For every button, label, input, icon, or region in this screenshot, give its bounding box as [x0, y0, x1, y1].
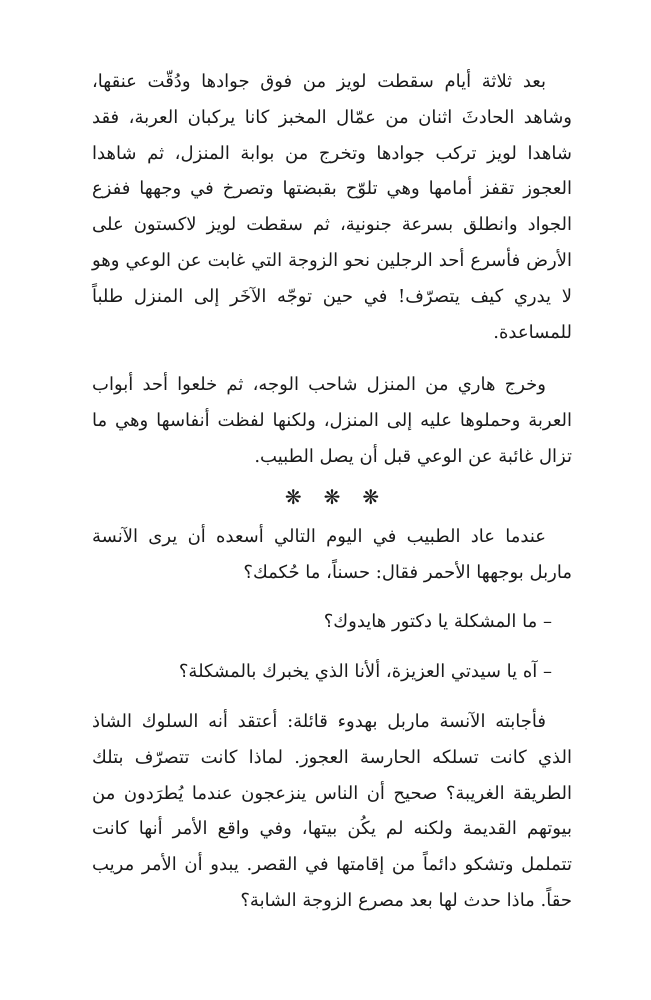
text-line: وشاهد الحادثَ اثنان من عمّال المخبز كانا يركبان العربة، فقد	[92, 106, 572, 128]
text-line: طلباً للمساعدة.	[92, 285, 572, 343]
text-line: أبواب العربة وحملوها عليه إلى المنزل، ولكنها لفظت أنفاسها	[92, 374, 572, 432]
text-line: ماربل بوجهها الأحمر فقال: حسناً، ما حُكمك؟	[243, 561, 572, 583]
text-line: العجوز تقفز أمامها وهي تلوّح بقبضتها وتصرخ في وجهها ففزع	[92, 178, 572, 200]
paragraph-1	[92, 64, 572, 350]
paragraph-gap	[92, 690, 572, 704]
text-line: الطريقة الغريبة؟ صحيح أن الناس ينزعجون عندما يُطرَدون من	[92, 782, 572, 804]
text-line: شاهدا لويز تركب جوادها وتخرج من بوابة المنزل، ثم شاهدا	[92, 142, 572, 164]
text-line: حقاً. ماذا حدث لها بعد مصرع الزوجة الشابة؟	[240, 889, 572, 911]
text-line: الذي كانت تسلكه الحارسة العجوز. لماذا كانت تتصرّف بتلك	[92, 746, 572, 768]
paragraph-4	[92, 704, 572, 919]
text-line: بيوتهم القديمة ولكنه لم يكُن بيتها، وفي واقع الأمر أنها كانت	[92, 818, 572, 840]
dialogue-line-2: – آه يا سيدتي العزيزة، ألأنا الذي يخبرك بالمشكلة؟	[178, 661, 552, 683]
paragraph-gap	[92, 590, 572, 604]
text-line: فأجابته الآنسة ماربل بهدوء قائلة: أعتقد أنه السلوك الشاذ	[92, 710, 546, 732]
text-line: وهي ما تزال غائبة عن الوعي قبل أن يصل الطبيب.	[92, 410, 572, 467]
section-separator: ❋❋❋	[284, 484, 402, 509]
text-line: بعد ثلاثة أيام سقطت لويز من فوق جوادها ودُقّت عنقها،	[92, 71, 546, 92]
paragraph-2	[92, 367, 572, 474]
paragraph-gap	[92, 350, 572, 367]
paragraph-gap	[92, 640, 572, 654]
paragraph-3	[92, 519, 572, 591]
text-line: تتململ وتشكو دائماً من إقامتها في القصر. يبدو أن الأمر مريب	[92, 854, 572, 876]
dialogue-line-1: – ما المشكلة يا دكتور هايدوك؟	[323, 611, 552, 633]
text-line: الجواد وانطلق بسرعة جنونية، ثم سقطت لويز لاكستون على	[92, 214, 572, 236]
text-line: وخرج هاري من المنزل شاحب الوجه، ثم خلعوا أحد	[142, 374, 546, 396]
text-line: الأرض فأسرع أحد الرجلين نحو الزوجة التي غابت عن الوعي	[125, 249, 572, 271]
text-line: عندما عاد الطبيب في اليوم التالي أسعده أن يرى الآنسة	[92, 525, 546, 547]
text-line: وهو لا يدري كيف يتصرّف! في حين توجّه الآخَر إلى المنزل	[92, 249, 572, 307]
book-page	[92, 64, 572, 919]
